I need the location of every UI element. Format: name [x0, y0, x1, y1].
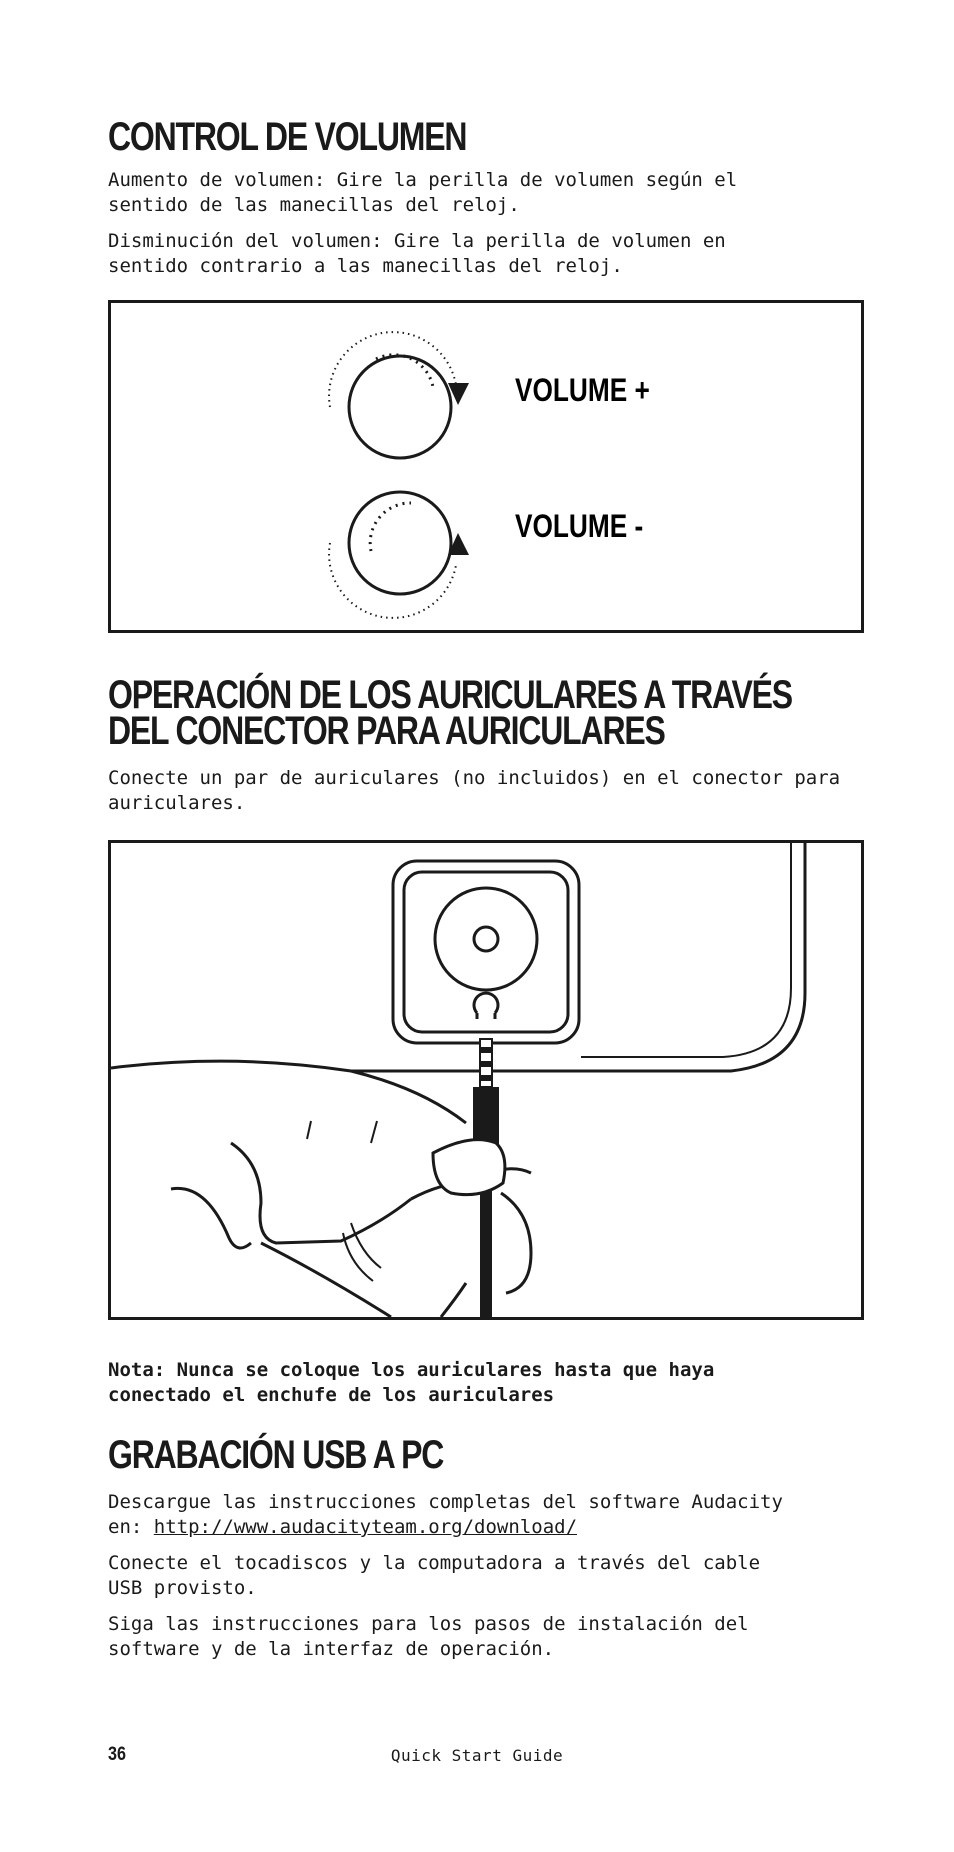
section-title-volume: CONTROL DE VOLUMEN: [108, 115, 467, 159]
knob-counterclockwise-icon: [329, 492, 469, 618]
audacity-download-link[interactable]: http://www.audacityteam.org/download/: [153, 1516, 578, 1538]
volume-up-label: VOLUME +: [515, 373, 650, 409]
page-number: 36: [108, 1744, 126, 1765]
section-title-headphones-line2: DEL CONECTOR PARA AURICULARES: [108, 709, 665, 753]
volume-figure: [108, 300, 864, 633]
headphones-note: Nota: Nunca se coloque los auriculares hasta que haya conectado el enchufe de los auriculares: [108, 1359, 715, 1406]
guide-title: Quick Start Guide: [390, 1746, 564, 1765]
section-title-headphones-line1: OPERACIÓN DE LOS AURICULARES A TRAVÉS: [108, 673, 792, 717]
section-title-usb: GRABACIÓN USB A PC: [108, 1433, 444, 1477]
usb-download-instructions: [108, 1490, 868, 1540]
usb-download-text: Descargue las instrucciones completas del software Audacity en:: [108, 1491, 783, 1538]
volume-down-label: VOLUME -: [515, 509, 644, 545]
volume-up-instructions: Aumento de volumen: Gire la perilla de volumen según el sentido de las manecillas del reloj.: [108, 169, 738, 216]
usb-install-instructions: Siga las instrucciones para los pasos de instalación del software y de la interfaz de operación.: [108, 1613, 749, 1660]
volume-down-instructions: Disminución del volumen: Gire la perilla de volumen en sentido contrario a las manecillas del reloj.: [108, 230, 726, 277]
headphones-instructions: Conecte un par de auriculares (no incluidos) en el conector para auriculares.: [108, 767, 841, 814]
usb-connect-instructions: Conecte el tocadiscos y la computadora a través del cable USB provisto.: [108, 1552, 761, 1599]
volume-knobs-illustration: [111, 303, 861, 630]
headphone-jack-plug-icon: [111, 843, 861, 1317]
knob-clockwise-icon: [329, 332, 469, 458]
headphone-figure: [108, 840, 864, 1320]
